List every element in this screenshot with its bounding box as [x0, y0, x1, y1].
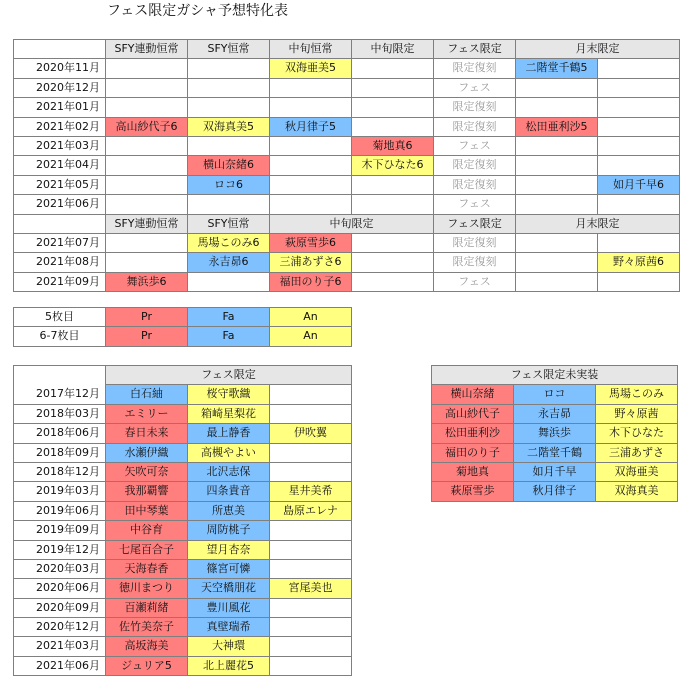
an-cell: 高槻やよい: [188, 444, 270, 463]
card-cell: 永吉昴: [514, 405, 596, 424]
row-date: 2019年06月: [14, 502, 106, 521]
card-cell: [106, 137, 188, 156]
card-cell: [516, 79, 598, 98]
empty-cell: [270, 560, 352, 579]
card-cell: 双海真美5: [188, 118, 270, 137]
fes-cell: フェス: [434, 273, 516, 292]
card-cell: 木下ひなた6: [352, 156, 434, 175]
pr-cell: 百瀬莉緒: [106, 599, 188, 618]
an-cell: 北上麗花5: [188, 657, 270, 676]
pr-cell: 田中琴葉: [106, 502, 188, 521]
card-cell: [598, 79, 680, 98]
card-cell: 横山奈緒: [432, 385, 514, 404]
card-cell: [516, 176, 598, 195]
empty-cell: [270, 637, 352, 656]
card-cell: 木下ひなた: [596, 424, 678, 443]
fa-cell: 所恵美: [188, 502, 270, 521]
card-cell: [188, 195, 270, 214]
pull-order-table: [13, 307, 352, 347]
card-cell: 三浦あずさ: [596, 444, 678, 463]
order-pr: Pr: [106, 327, 188, 346]
row-date: 2020年12月: [14, 79, 106, 98]
header-corner: [14, 40, 106, 59]
card-cell: 双海亜美: [596, 463, 678, 482]
card-cell: [270, 137, 352, 156]
fa-cell: 水瀬伊織: [106, 444, 188, 463]
card-cell: [598, 98, 680, 117]
row-date: 2020年06月: [14, 579, 106, 598]
fa-cell: 白石紬: [106, 385, 188, 404]
card-cell: 萩原雪歩: [432, 482, 514, 501]
card-cell: 高山紗代子6: [106, 118, 188, 137]
card-cell: [352, 234, 434, 253]
card-cell: 二階堂千鶴: [514, 444, 596, 463]
fes-history-header: フェス限定: [106, 366, 352, 385]
pr-cell: 佐竹美奈子: [106, 618, 188, 637]
fes-history-table: [13, 365, 352, 676]
card-cell: [352, 273, 434, 292]
column-header: 中旬限定: [270, 215, 434, 234]
row-date: 2021年08月: [14, 253, 106, 272]
row-date: 2018年12月: [14, 463, 106, 482]
fes-cell: 限定復刻: [434, 59, 516, 78]
card-cell: 双海亜美5: [270, 59, 352, 78]
card-cell: [598, 156, 680, 175]
fa-cell: 豊川風花: [188, 599, 270, 618]
row-date: 2020年11月: [14, 59, 106, 78]
card-cell: [106, 253, 188, 272]
empty-cell: [270, 657, 352, 676]
order-pr: Pr: [106, 308, 188, 327]
column-header: SFY連動恒常: [106, 40, 188, 59]
fes-cell: 限定復刻: [434, 253, 516, 272]
unimplemented-header: フェス限定未実装: [432, 366, 678, 385]
card-cell: [188, 273, 270, 292]
card-cell: [516, 98, 598, 117]
extra-cell: 伊吹翼: [270, 424, 352, 443]
card-cell: [598, 273, 680, 292]
order-an: An: [270, 308, 352, 327]
row-date: 2021年06月: [14, 657, 106, 676]
an-cell: 箱崎星梨花: [188, 405, 270, 424]
fa-cell: 篠宮可憐: [188, 560, 270, 579]
fa-cell: 周防桃子: [188, 521, 270, 540]
column-header: 中旬恒常: [270, 40, 352, 59]
card-cell: [598, 118, 680, 137]
empty-cell: [270, 521, 352, 540]
card-cell: [188, 137, 270, 156]
page-title: フェス限定ガシャ予想特化表: [107, 3, 289, 19]
card-cell: [270, 156, 352, 175]
card-cell: [106, 79, 188, 98]
pr-cell: 中谷育: [106, 521, 188, 540]
row-date: 2021年05月: [14, 176, 106, 195]
fes-cell: フェス: [434, 195, 516, 214]
card-cell: 野々原茜6: [598, 253, 680, 272]
card-cell: 舞浜歩: [514, 424, 596, 443]
card-cell: [270, 79, 352, 98]
card-cell: [598, 59, 680, 78]
row-date: 2021年04月: [14, 156, 106, 175]
column-header: SFY恒常: [188, 215, 270, 234]
fes-cell: 限定復刻: [434, 176, 516, 195]
fa-cell: 最上静香: [188, 424, 270, 443]
row-date: 2019年03月: [14, 482, 106, 501]
empty-cell: [270, 444, 352, 463]
card-cell: [352, 59, 434, 78]
empty-cell: [270, 405, 352, 424]
card-cell: [270, 176, 352, 195]
column-header: 月末限定: [516, 40, 680, 59]
empty-cell: [270, 618, 352, 637]
row-date: 2021年02月: [14, 118, 106, 137]
header-corner: [14, 215, 106, 234]
row-date: 2020年12月: [14, 618, 106, 637]
fa-cell: 北沢志保: [188, 463, 270, 482]
column-header: 中旬限定: [352, 40, 434, 59]
pr-cell: 我那覇響: [106, 482, 188, 501]
unimplemented-table: [431, 365, 678, 502]
card-cell: [106, 156, 188, 175]
row-date: 2019年12月: [14, 541, 106, 560]
card-cell: 萩原雪歩6: [270, 234, 352, 253]
order-an: An: [270, 327, 352, 346]
pr-cell: 天海春香: [106, 560, 188, 579]
row-date: 2018年09月: [14, 444, 106, 463]
order-fa: Fa: [188, 308, 270, 327]
row-date: 2019年09月: [14, 521, 106, 540]
fa-cell: 四条貴音: [188, 482, 270, 501]
card-cell: [188, 98, 270, 117]
card-cell: [106, 195, 188, 214]
card-cell: 松田亜利沙5: [516, 118, 598, 137]
row-date: 2021年01月: [14, 98, 106, 117]
fes-cell: 限定復刻: [434, 118, 516, 137]
card-cell: 永吉昴6: [188, 253, 270, 272]
card-cell: [270, 98, 352, 117]
card-cell: [106, 59, 188, 78]
card-cell: 秋月律子5: [270, 118, 352, 137]
card-cell: 如月千早: [514, 463, 596, 482]
pr-cell: 春日未来: [106, 424, 188, 443]
order-label: 6-7枚目: [14, 327, 106, 346]
card-cell: 舞浜歩6: [106, 273, 188, 292]
card-cell: 菊地真: [432, 463, 514, 482]
an-cell: 大神環: [188, 637, 270, 656]
fes-cell: 限定復刻: [434, 98, 516, 117]
extra-cell: 星井美希: [270, 482, 352, 501]
row-date: 2021年03月: [14, 637, 106, 656]
pr-cell: 高坂海美: [106, 637, 188, 656]
an-cell: 桜守歌織: [188, 385, 270, 404]
extra-cell: 宮尾美也: [270, 579, 352, 598]
column-header: SFY恒常: [188, 40, 270, 59]
card-cell: 福田のり子: [432, 444, 514, 463]
card-cell: [352, 118, 434, 137]
order-label: 5枚目: [14, 308, 106, 327]
card-cell: [352, 176, 434, 195]
card-cell: ロコ: [514, 385, 596, 404]
card-cell: [352, 195, 434, 214]
column-header: SFY連動恒常: [106, 215, 188, 234]
card-cell: [188, 59, 270, 78]
extra-cell: 島原エレナ: [270, 502, 352, 521]
card-cell: 双海真美: [596, 482, 678, 501]
pr-cell: 矢吹可奈: [106, 463, 188, 482]
empty-cell: [270, 541, 352, 560]
column-header: フェス限定: [434, 40, 516, 59]
an-cell: 望月杏奈: [188, 541, 270, 560]
card-cell: [106, 234, 188, 253]
column-header: フェス限定: [434, 215, 516, 234]
empty-cell: [270, 463, 352, 482]
card-cell: [352, 98, 434, 117]
order-fa: Fa: [188, 327, 270, 346]
card-cell: 菊地真6: [352, 137, 434, 156]
fa-cell: 真壁瑞希: [188, 618, 270, 637]
row-date: 2021年09月: [14, 273, 106, 292]
card-cell: [188, 79, 270, 98]
row-date: 2020年09月: [14, 599, 106, 618]
card-cell: [516, 234, 598, 253]
row-date: 2017年12月: [14, 385, 106, 404]
header-corner: [14, 366, 106, 385]
row-date: 2021年03月: [14, 137, 106, 156]
empty-cell: [270, 599, 352, 618]
card-cell: [516, 195, 598, 214]
row-date: 2021年06月: [14, 195, 106, 214]
fes-cell: フェス: [434, 137, 516, 156]
fes-cell: フェス: [434, 79, 516, 98]
card-cell: [352, 79, 434, 98]
row-date: 2020年03月: [14, 560, 106, 579]
card-cell: 高山紗代子: [432, 405, 514, 424]
row-date: 2021年07月: [14, 234, 106, 253]
card-cell: 二階堂千鶴5: [516, 59, 598, 78]
card-cell: [516, 253, 598, 272]
row-date: 2018年03月: [14, 405, 106, 424]
card-cell: [106, 176, 188, 195]
card-cell: 横山奈緒6: [188, 156, 270, 175]
card-cell: [598, 137, 680, 156]
fes-cell: 限定復刻: [434, 156, 516, 175]
schedule-table: [13, 39, 680, 292]
card-cell: 三浦あずさ6: [270, 253, 352, 272]
pr-cell: 徳川まつり: [106, 579, 188, 598]
fa-cell: 天空橋朋花: [188, 579, 270, 598]
card-cell: 秋月律子: [514, 482, 596, 501]
card-cell: [352, 253, 434, 272]
card-cell: [106, 98, 188, 117]
card-cell: 馬場このみ: [596, 385, 678, 404]
pr-cell: ジュリア5: [106, 657, 188, 676]
fes-cell: 限定復刻: [434, 234, 516, 253]
empty-cell: [270, 385, 352, 404]
pr-cell: エミリー: [106, 405, 188, 424]
card-cell: [598, 234, 680, 253]
card-cell: [516, 273, 598, 292]
card-cell: [516, 137, 598, 156]
card-cell: [270, 195, 352, 214]
column-header: 月末限定: [516, 215, 680, 234]
card-cell: 馬場このみ6: [188, 234, 270, 253]
card-cell: 福田のり子6: [270, 273, 352, 292]
pr-cell: 七尾百合子: [106, 541, 188, 560]
card-cell: 野々原茜: [596, 405, 678, 424]
card-cell: 松田亜利沙: [432, 424, 514, 443]
card-cell: [598, 195, 680, 214]
card-cell: [516, 156, 598, 175]
row-date: 2018年06月: [14, 424, 106, 443]
card-cell: ロコ6: [188, 176, 270, 195]
card-cell: 如月千早6: [598, 176, 680, 195]
